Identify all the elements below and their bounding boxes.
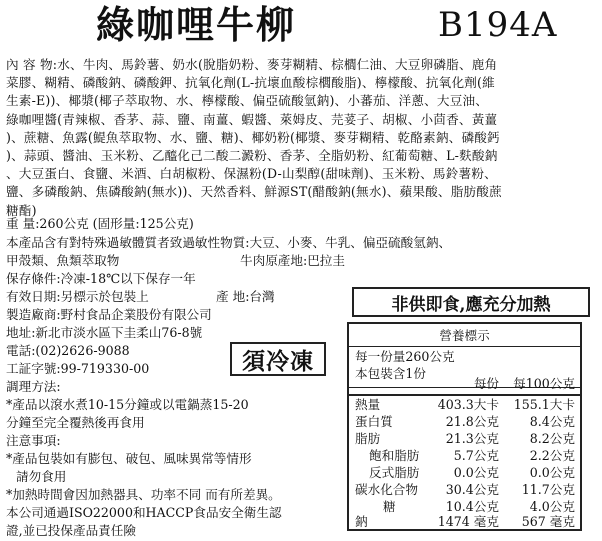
ingredients-list	[6, 56, 596, 220]
certification-text: 本公司通過ISO22000和HACCP食品安全衛生認	[6, 505, 282, 520]
nutrient-name: 反式脂肪	[369, 465, 420, 480]
nutrient-per-100g: 4.0公克	[529, 499, 575, 514]
caution-text-cont: 請勿食用	[16, 469, 67, 484]
allergen-statement: 本產品含有對特殊過敏體質者致過敏性物質:大豆、小麥、牛乳、偏亞硫酸氫鈉、	[6, 235, 452, 250]
nutrient-name: 碳水化合物	[355, 482, 418, 497]
ingredients-line: 菜膠、糊精、磷酸鈉、磷酸鉀、抗氧化劑(L-抗壞血酸棕櫚酸脂)、檸檬酸、抗氧化劑(維	[6, 75, 495, 91]
instructions-text-cont: 分鐘至完全覆熱後再食用	[6, 415, 145, 430]
place-of-origin: 產 地:台灣	[216, 289, 275, 304]
product-code: B194A	[438, 5, 558, 45]
ingredients-line: 、大豆蛋白、食鹽、米酒、白胡椒粉、保濕粉(D-山梨醇(甜味劑)、玉米粉、馬鈴薯粉、	[6, 166, 497, 182]
nutrition-divider	[349, 346, 580, 347]
nutrient-per-100g: 155.1大卡	[513, 397, 575, 412]
nutrient-per-100g: 567 毫克	[521, 514, 575, 529]
nutrient-per-serving: 5.7公克	[453, 448, 499, 463]
beef-origin: 牛肉原產地:巴拉圭	[240, 253, 345, 268]
certification-text-cont: 證,並已投保產品責任險	[6, 523, 136, 538]
per-100g-header: 每100公克	[513, 376, 575, 391]
ingredients-line: 生素-E))、椰漿(椰子萃取物、水、檸檬酸、偏亞硫酸氫鈉)、小蕃茄、洋蔥、大豆油、	[6, 93, 489, 109]
nutrient-name: 糖	[383, 499, 396, 514]
keep-frozen-badge: 須冷凍	[230, 342, 326, 376]
nutrient-name: 飽和脂肪	[369, 448, 420, 463]
storage-condition: 保存條件:冷凍-18℃以下保存一年	[6, 271, 196, 286]
nutrient-per-serving: 30.4公克	[445, 482, 499, 497]
manufacturer: 製造廠商:野村食品企業股份有限公司	[6, 307, 212, 322]
nutrient-per-serving: 0.0公克	[453, 465, 499, 480]
not-ready-to-eat-notice: 非供即食,應充分加熱	[352, 287, 590, 317]
servings-per-pack: 本包裝含1份	[355, 366, 426, 381]
instructions-text: *產品以滾水煮10-15分鐘或以電鍋蒸15-20	[6, 397, 249, 412]
ingredients-line: 糖酯)	[6, 202, 37, 218]
ingredients-line: )、蔗糖、魚露(鯷魚萃取物、水、鹽、糖)、椰奶粉(椰漿、麥芽糊精、乾酪素鈉、磷酸鈣	[6, 129, 500, 145]
nutrient-per-100g: 11.7公克	[521, 482, 575, 497]
nutrient-name: 脂肪	[355, 431, 381, 446]
ingredients-line: )、蒜頭、醬油、玉米粉、乙醯化己二酸二澱粉、香茅、全脂奶粉、紅葡萄糖、L-麩酸鈉	[6, 148, 498, 164]
nutrient-name: 熱量	[355, 397, 381, 412]
nutrition-divider-thick	[349, 394, 580, 396]
nutrient-per-serving: 21.3公克	[445, 431, 499, 446]
allergen-statement-cont: 甲殼類、魚類萃取物	[6, 253, 120, 268]
ingredients-line: 鹽、多磷酸鈉、焦磷酸鈉(無水))、天然香料、鮮源ST(醋酸鈉(無水)、蘋果酸、脂肪酸蔗	[6, 184, 502, 200]
address: 地址:新北市淡水區下圭柔山76-8號	[6, 325, 203, 340]
nutrient-per-100g: 0.0公克	[529, 465, 575, 480]
nutrient-per-serving: 1474 毫克	[437, 514, 499, 529]
serving-size: 每一份量260公克	[355, 349, 455, 364]
nutrient-name: 蛋白質	[355, 414, 393, 429]
caution-text: *產品包裝如有膨包、破包、風味異常等情形	[6, 451, 252, 466]
ingredients-line: 綠咖哩醬(青辣椒、香茅、蒜、鹽、南薑、蝦醬、萊姆皮、芫荽子、胡椒、小茴香、黃薑	[6, 111, 498, 127]
nutrient-per-serving: 10.4公克	[445, 499, 499, 514]
product-title: 綠咖哩牛柳	[96, 2, 297, 47]
nutrient-per-serving: 403.3大卡	[437, 397, 499, 412]
cautions-heading: 注意事項:	[6, 433, 61, 448]
expiry-date: 有效日期:另標示於包裝上	[6, 289, 149, 304]
net-weight: 重 量:260公克 (固形量:125公克)	[6, 216, 194, 231]
ingredients-line: 內 容 物:水、牛肉、馬鈴薯、奶水(脫脂奶粉、麥芽糊精、棕櫚仁油、大豆卵磷脂、鹿角	[6, 57, 498, 72]
nutrient-per-serving: 21.8公克	[445, 414, 499, 429]
nutrient-per-100g: 8.4公克	[529, 414, 575, 429]
nutrient-name: 鈉	[355, 514, 368, 529]
factory-registration: 工証字號:99-719330-00	[6, 361, 150, 376]
nutrient-per-100g: 2.2公克	[529, 448, 575, 463]
instructions-heading: 調理方法:	[6, 379, 61, 394]
per-serving-header: 每份	[473, 376, 499, 391]
phone: 電話:(02)2626-9088	[6, 343, 130, 358]
nutrition-facts-table	[347, 322, 582, 531]
nutrient-per-100g: 8.2公克	[529, 431, 575, 446]
nutrition-title: 營養標示	[439, 328, 490, 343]
heating-caution: *加熱時間會因加熱器具、功率不同 而有所差異。	[6, 487, 281, 502]
